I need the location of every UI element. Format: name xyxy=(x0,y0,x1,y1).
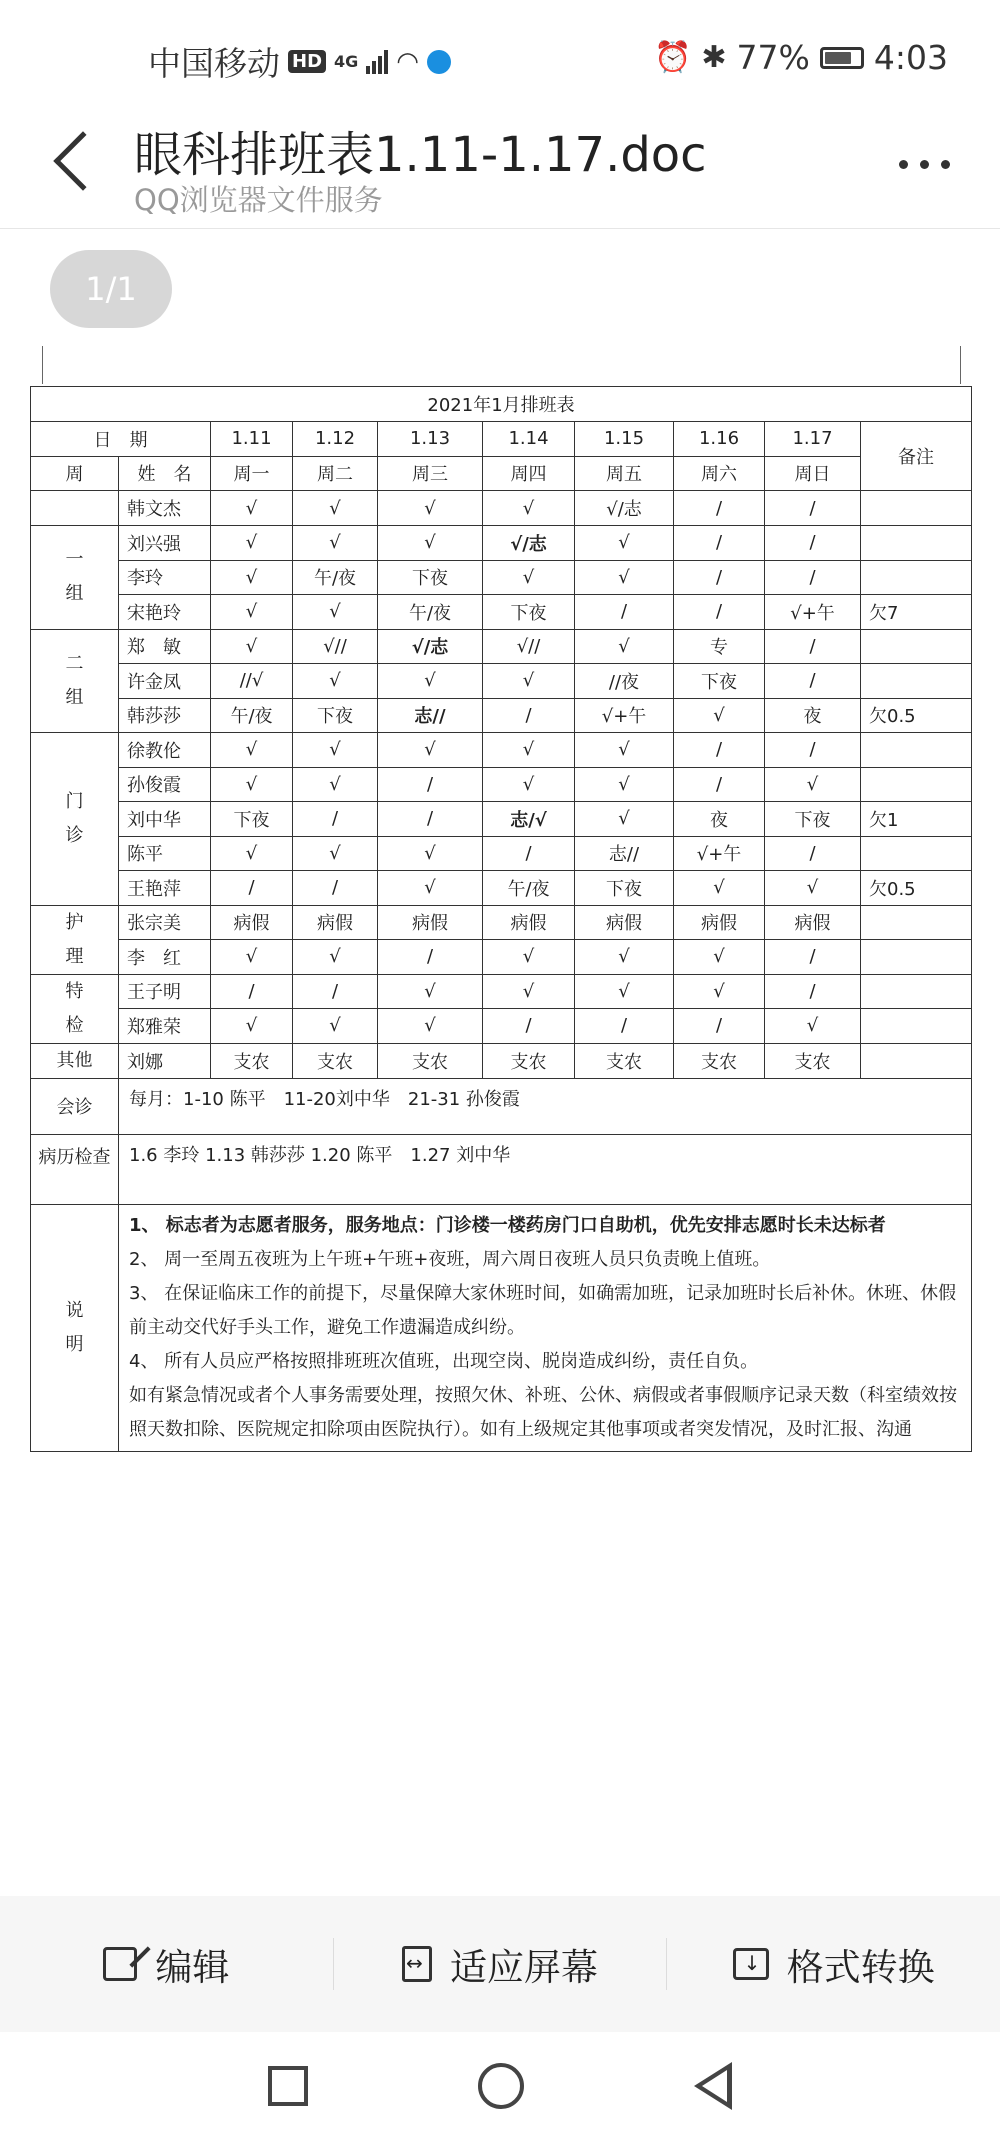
shift-cell: √ xyxy=(378,871,483,906)
shift-cell: 下夜 xyxy=(575,871,674,906)
remark-cell xyxy=(861,1043,972,1078)
page-margin-guide-right xyxy=(960,346,961,384)
group-label xyxy=(31,629,119,733)
remark-cell xyxy=(861,1009,972,1044)
table-row xyxy=(31,1009,972,1044)
remark-cell xyxy=(861,629,972,664)
shift-cell: √ xyxy=(378,491,483,526)
convert-label: 格式转换 xyxy=(786,1946,935,1989)
date-label: 日 期 xyxy=(31,422,211,457)
shift-cell: / xyxy=(765,629,861,664)
table-row xyxy=(31,733,972,768)
shift-cell: √+午 xyxy=(575,698,674,733)
table-row xyxy=(31,836,972,871)
weekday-cell: 周二 xyxy=(293,456,378,491)
shift-cell: 病假 xyxy=(378,905,483,940)
staff-name: 刘中华 xyxy=(119,802,211,837)
date-cell: 1.12 xyxy=(293,422,378,457)
staff-name: 陈平 xyxy=(119,836,211,871)
shift-cell: 夜 xyxy=(765,698,861,733)
wifi-icon: ◠ xyxy=(396,46,419,77)
shift-cell: / xyxy=(378,767,483,802)
shift-cell: √ xyxy=(378,526,483,561)
convert-format-button[interactable] xyxy=(667,1937,1000,1991)
remark-cell xyxy=(861,905,972,940)
consult-label: 会诊 xyxy=(31,1078,119,1134)
shift-cell: √ xyxy=(674,871,765,906)
shift-cell: 下夜 xyxy=(211,802,293,837)
shift-cell: √ xyxy=(674,698,765,733)
consult-text: 每月：1-10 陈平 11-20刘中华 21-31 孙俊霞 xyxy=(119,1078,972,1134)
document-source: QQ浏览器文件服务 xyxy=(134,183,383,217)
shift-cell: / xyxy=(765,836,861,871)
weekday-row xyxy=(31,456,972,491)
shift-cell: 病假 xyxy=(483,905,575,940)
shift-cell: / xyxy=(765,491,861,526)
shift-cell: 支农 xyxy=(483,1043,575,1078)
explanation-label: 说明 xyxy=(31,1204,119,1451)
carrier-name: 中国移动 xyxy=(148,44,280,83)
group-label-text: 其他 xyxy=(56,1049,93,1071)
group-label xyxy=(31,1043,119,1078)
status-left xyxy=(148,38,451,85)
date-cell: 1.17 xyxy=(765,422,861,457)
shift-cell: √ xyxy=(293,733,378,768)
folder-download-icon xyxy=(733,1948,769,1980)
shift-cell: / xyxy=(674,491,765,526)
remark-cell xyxy=(861,836,972,871)
fit-screen-button[interactable] xyxy=(334,1937,667,1991)
battery-icon xyxy=(820,47,864,69)
shift-cell: 病假 xyxy=(293,905,378,940)
table-row xyxy=(31,560,972,595)
status-right xyxy=(654,38,948,77)
shift-cell: / xyxy=(674,526,765,561)
clock: 4:03 xyxy=(873,38,948,77)
shift-cell: √// xyxy=(483,629,575,664)
staff-name: 许金凤 xyxy=(119,664,211,699)
notes-section xyxy=(31,1078,972,1451)
table-row xyxy=(31,491,972,526)
shift-cell: 支农 xyxy=(674,1043,765,1078)
roster-table xyxy=(30,386,972,1452)
shift-cell: √ xyxy=(674,940,765,975)
shift-cell: 支农 xyxy=(575,1043,674,1078)
consult-row xyxy=(31,1078,972,1134)
shift-cell: 病假 xyxy=(575,905,674,940)
table-row xyxy=(31,526,972,561)
home-circle-icon[interactable] xyxy=(478,2063,524,2109)
shift-cell: √ xyxy=(765,1009,861,1044)
shift-cell: / xyxy=(378,802,483,837)
recents-square-icon[interactable] xyxy=(268,2066,308,2106)
explanation-row xyxy=(31,1204,972,1451)
status-bar xyxy=(0,0,1000,112)
staff-name: 李 红 xyxy=(119,940,211,975)
shift-cell: √ xyxy=(211,1009,293,1044)
weekday-cell: 周五 xyxy=(575,456,674,491)
shift-cell: √ xyxy=(483,974,575,1009)
back-arrow-icon[interactable] xyxy=(53,131,112,190)
shift-cell: √/志 xyxy=(575,491,674,526)
group-label xyxy=(31,526,119,630)
document-title: 眼科排班表1.11-1.17.doc xyxy=(134,127,707,183)
date-cell: 1.16 xyxy=(674,422,765,457)
remark-cell xyxy=(861,733,972,768)
shift-cell: √+午 xyxy=(674,836,765,871)
shift-cell: √ xyxy=(211,491,293,526)
shift-cell: √ xyxy=(293,1009,378,1044)
table-row xyxy=(31,940,972,975)
shift-cell: / xyxy=(765,664,861,699)
name-label: 姓 名 xyxy=(119,456,211,491)
shift-cell: / xyxy=(765,940,861,975)
shift-cell: √ xyxy=(674,974,765,1009)
date-row xyxy=(31,422,972,457)
staff-name: 王艳萍 xyxy=(119,871,211,906)
remark-cell xyxy=(861,526,972,561)
shift-cell: √ xyxy=(293,491,378,526)
group-label xyxy=(31,491,119,526)
shift-cell: 夜 xyxy=(674,802,765,837)
shift-cell: √ xyxy=(575,767,674,802)
note-item: 3、 在保证临床工作的前提下，尽量保障大家休班时间，如确需加班，记录加班时长后补休。休班、休假前主动交代好手头工作，避免工作遗漏造成纠纷。 xyxy=(129,1282,957,1338)
remark-cell xyxy=(861,491,972,526)
shift-cell: √ xyxy=(575,560,674,595)
shift-cell: √ xyxy=(211,836,293,871)
group-label-text: 二组 xyxy=(65,652,84,708)
remarks-header: 备注 xyxy=(861,422,972,491)
shift-cell: / xyxy=(211,974,293,1009)
shift-cell: / xyxy=(765,526,861,561)
remark-cell xyxy=(861,560,972,595)
shift-cell: 午/夜 xyxy=(293,560,378,595)
records-text: 1.6 李玲 1.13 韩莎莎 1.20 陈平 1.27 刘中华 xyxy=(119,1134,972,1204)
weekday-cell: 周三 xyxy=(378,456,483,491)
weekday-cell: 周日 xyxy=(765,456,861,491)
shift-cell: / xyxy=(293,802,378,837)
back-triangle-icon[interactable] xyxy=(694,2062,732,2110)
shift-cell: √ xyxy=(483,491,575,526)
shift-cell: / xyxy=(674,560,765,595)
shift-cell: 支农 xyxy=(293,1043,378,1078)
date-cell: 1.13 xyxy=(378,422,483,457)
bottom-action-bar xyxy=(0,1896,1000,2032)
group-label-text: 护理 xyxy=(65,911,84,967)
shift-cell: / xyxy=(211,871,293,906)
shift-cell: √ xyxy=(211,526,293,561)
remark-cell xyxy=(861,664,972,699)
shift-cell: / xyxy=(483,836,575,871)
shift-cell: 下夜 xyxy=(674,664,765,699)
bluetooth-icon: ✱ xyxy=(701,40,727,75)
shift-cell: 支农 xyxy=(765,1043,861,1078)
shift-cell: √ xyxy=(483,560,575,595)
explanation-text xyxy=(119,1204,972,1451)
table-row xyxy=(31,802,972,837)
shift-cell: √ xyxy=(293,526,378,561)
table-row xyxy=(31,871,972,906)
shift-cell: 志/√ xyxy=(483,802,575,837)
edit-button[interactable] xyxy=(0,1937,333,1991)
shift-cell: √+午 xyxy=(765,595,861,630)
note-item: 1、 标志者为志愿者服务，服务地点：门诊楼一楼药房门口自助机，优先安排志愿时长未达标者 xyxy=(129,1214,886,1236)
shift-cell: √ xyxy=(378,664,483,699)
remark-cell xyxy=(861,940,972,975)
app-notification-icon xyxy=(427,50,451,74)
hd-icon: HD xyxy=(288,50,326,73)
note-item: 4、 所有人员应严格按照排班班次值班，出现空岗、脱岗造成纠纷，责任自负。 xyxy=(129,1350,759,1372)
table-row xyxy=(31,698,972,733)
table-row xyxy=(31,1043,972,1078)
staff-name: 刘兴强 xyxy=(119,526,211,561)
edit-icon xyxy=(103,1947,137,1981)
shift-cell: √ xyxy=(378,733,483,768)
remark-cell: 欠0.5 xyxy=(861,698,972,733)
shift-cell: √ xyxy=(575,526,674,561)
system-nav-bar xyxy=(0,2032,1000,2139)
shift-cell: √ xyxy=(378,974,483,1009)
group-label-text: 一组 xyxy=(65,549,84,605)
date-cell: 1.15 xyxy=(575,422,674,457)
shift-cell: / xyxy=(575,1009,674,1044)
shift-cell: √ xyxy=(575,629,674,664)
shift-cell: √ xyxy=(293,836,378,871)
shift-cell: 午/夜 xyxy=(483,871,575,906)
shift-cell: √ xyxy=(211,767,293,802)
shift-cell: √ xyxy=(483,940,575,975)
staff-name: 郑雅荣 xyxy=(119,1009,211,1044)
shift-cell: 志// xyxy=(378,698,483,733)
shift-cell: √ xyxy=(483,733,575,768)
shift-cell: √ xyxy=(293,664,378,699)
table-title: 2021年1月排班表 xyxy=(31,387,972,422)
staff-name: 宋艳玲 xyxy=(119,595,211,630)
table-row xyxy=(31,974,972,1009)
group-label-text: 门诊 xyxy=(65,790,84,846)
staff-name: 王子明 xyxy=(119,974,211,1009)
shift-cell: 病假 xyxy=(674,905,765,940)
shift-cell: √ xyxy=(211,733,293,768)
staff-name: 李玲 xyxy=(119,560,211,595)
shift-cell: √ xyxy=(483,664,575,699)
shift-cell: √ xyxy=(211,595,293,630)
date-cell: 1.14 xyxy=(483,422,575,457)
staff-name: 刘娜 xyxy=(119,1043,211,1078)
shift-cell: √/志 xyxy=(483,526,575,561)
group-label xyxy=(31,733,119,906)
shift-cell: 下夜 xyxy=(483,595,575,630)
shift-cell: 病假 xyxy=(765,905,861,940)
staff-name: 徐教伦 xyxy=(119,733,211,768)
shift-cell: 午/夜 xyxy=(211,698,293,733)
staff-name: 韩莎莎 xyxy=(119,698,211,733)
shift-cell: / xyxy=(293,974,378,1009)
remark-cell: 欠1 xyxy=(861,802,972,837)
shift-cell: √ xyxy=(378,1009,483,1044)
signal-icon xyxy=(366,50,388,74)
staff-name: 孙俊霞 xyxy=(119,767,211,802)
page-indicator: 1/1 xyxy=(50,250,172,328)
shift-cell: / xyxy=(674,1009,765,1044)
shift-cell: 支农 xyxy=(211,1043,293,1078)
shift-cell: √ xyxy=(293,940,378,975)
shift-cell: 下夜 xyxy=(378,560,483,595)
remark-cell: 欠7 xyxy=(861,595,972,630)
note-item: 2、 周一至周五夜班为上午班+午班+夜班，周六周日夜班人员只负责晚上值班。 xyxy=(129,1248,771,1270)
weekday-cell: 周六 xyxy=(674,456,765,491)
shift-cell: 支农 xyxy=(378,1043,483,1078)
shift-cell: 下夜 xyxy=(293,698,378,733)
shift-cell: / xyxy=(483,698,575,733)
table-row xyxy=(31,629,972,664)
network-type: 4G xyxy=(334,52,359,71)
shift-cell: 志// xyxy=(575,836,674,871)
shift-cell: 病假 xyxy=(211,905,293,940)
shift-cell: //√ xyxy=(211,664,293,699)
records-label: 病历检查 xyxy=(31,1134,119,1204)
remark-cell xyxy=(861,974,972,1009)
shift-cell: / xyxy=(765,733,861,768)
shift-cell: / xyxy=(483,1009,575,1044)
shift-cell: / xyxy=(378,940,483,975)
shift-cell: / xyxy=(575,595,674,630)
staff-name: 张宗美 xyxy=(119,905,211,940)
fit-screen-icon xyxy=(402,1946,432,1982)
shift-cell: / xyxy=(765,974,861,1009)
remark-cell: 欠0.5 xyxy=(861,871,972,906)
page-margin-guide-left xyxy=(42,346,43,384)
edit-label: 编辑 xyxy=(155,1946,230,1989)
battery-percent: 77% xyxy=(736,38,810,77)
shift-cell: √ xyxy=(211,629,293,664)
shift-cell: √ xyxy=(765,767,861,802)
group-label xyxy=(31,905,119,974)
week-label: 周 xyxy=(31,456,119,491)
shift-cell: √ xyxy=(211,940,293,975)
shift-cell: / xyxy=(765,560,861,595)
shift-cell: / xyxy=(674,767,765,802)
weekday-cell: 周一 xyxy=(211,456,293,491)
shift-cell: √ xyxy=(575,940,674,975)
shift-cell: 专 xyxy=(674,629,765,664)
shift-cell: √ xyxy=(293,767,378,802)
shift-cell: √ xyxy=(483,767,575,802)
shift-cell: / xyxy=(674,733,765,768)
table-row xyxy=(31,595,972,630)
table-row xyxy=(31,767,972,802)
group-label-text: 特检 xyxy=(65,980,84,1036)
shift-cell: √ xyxy=(575,733,674,768)
remark-cell xyxy=(861,767,972,802)
shift-cell: 午/夜 xyxy=(378,595,483,630)
staff-name: 韩文杰 xyxy=(119,491,211,526)
shift-cell: √/志 xyxy=(378,629,483,664)
shift-cell: 下夜 xyxy=(765,802,861,837)
shift-cell: / xyxy=(674,595,765,630)
table-title-row xyxy=(31,387,972,422)
records-row xyxy=(31,1134,972,1204)
shift-cell: √// xyxy=(293,629,378,664)
group-label xyxy=(31,974,119,1043)
shift-cell: //夜 xyxy=(575,664,674,699)
table-row xyxy=(31,664,972,699)
shift-cell: √ xyxy=(378,836,483,871)
date-cell: 1.11 xyxy=(211,422,293,457)
app-header xyxy=(0,112,1000,229)
shift-cell: √ xyxy=(575,974,674,1009)
shift-cell: √ xyxy=(211,560,293,595)
shift-cell: √ xyxy=(293,595,378,630)
staff-name: 郑 敏 xyxy=(119,629,211,664)
shift-cell: √ xyxy=(765,871,861,906)
shift-cell: / xyxy=(293,871,378,906)
fit-screen-label: 适应屏幕 xyxy=(450,1946,598,1989)
shift-cell: √ xyxy=(575,802,674,837)
alarm-icon: ⏰ xyxy=(654,40,692,75)
note-item: 如有紧急情况或者个人事务需要处理，按照欠休、补班、公休、病假或者事假顺序记录天数（科室绩效按照天数扣除、医院规定扣除项由医院执行）。如有上级规定其他事项或者突发情况，及时汇报、沟通 xyxy=(129,1384,957,1440)
table-row xyxy=(31,905,972,940)
more-options-icon[interactable] xyxy=(899,160,950,169)
weekday-cell: 周四 xyxy=(483,456,575,491)
